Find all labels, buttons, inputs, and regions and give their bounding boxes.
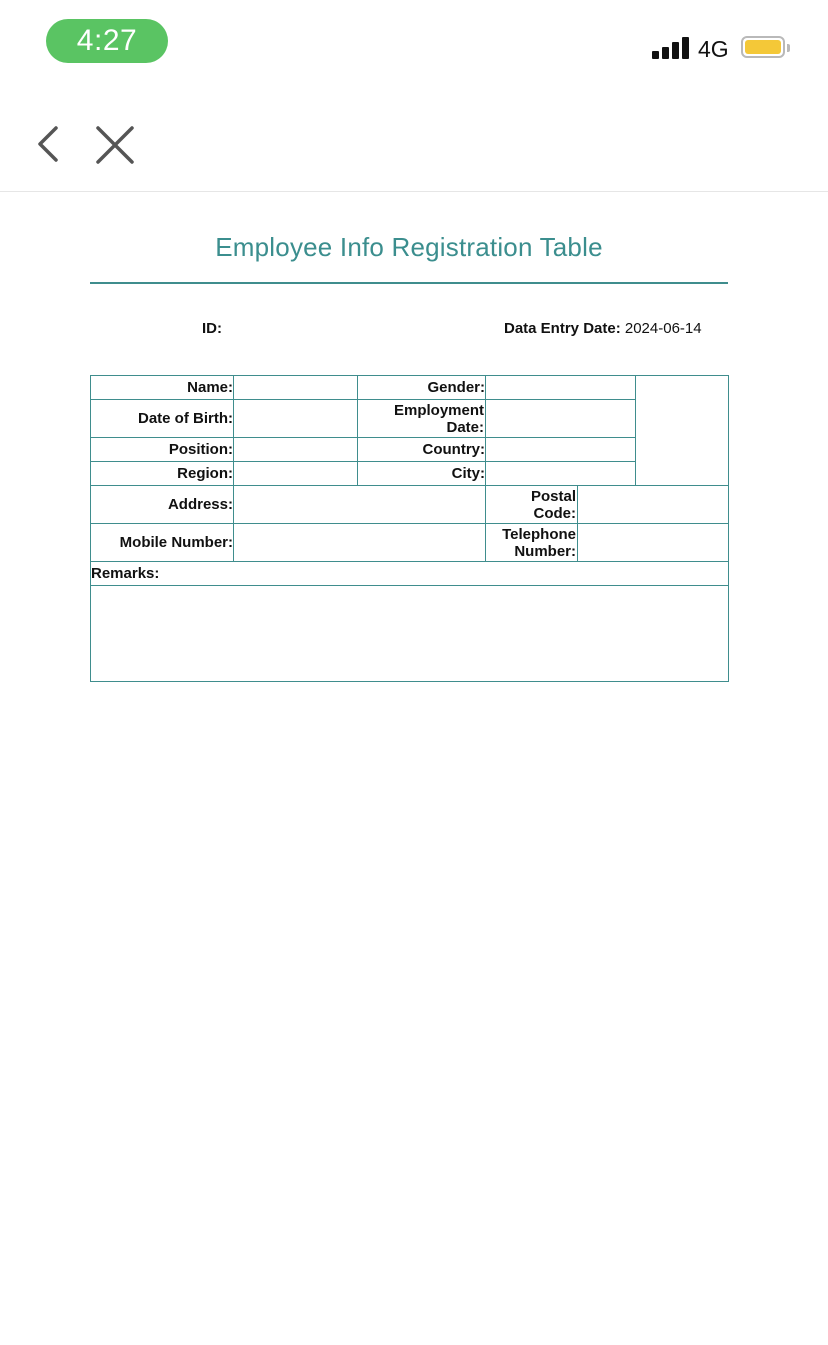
status-time: 4:27 <box>46 19 168 63</box>
name-value-cell[interactable] <box>234 376 358 400</box>
back-chevron-icon <box>28 120 70 168</box>
table-row <box>91 462 729 486</box>
table-row <box>91 438 729 462</box>
position-value-cell[interactable] <box>234 438 358 462</box>
postal-code-label: Postal Code: <box>486 486 578 524</box>
photo-cell[interactable] <box>636 376 729 486</box>
entry-date-label: Data Entry Date: <box>504 320 621 337</box>
city-value-cell[interactable] <box>486 462 636 486</box>
employment-date-value-cell[interactable] <box>486 400 636 438</box>
back-button[interactable] <box>28 120 70 168</box>
date-of-birth-label: Date of Birth: <box>91 400 234 438</box>
network-label: 4G <box>698 36 729 62</box>
employment-date-label: Employment Date: <box>358 400 486 438</box>
title-divider <box>90 282 728 284</box>
table-row <box>91 376 729 400</box>
remarks-value-cell[interactable] <box>91 586 729 682</box>
table-row <box>91 486 729 524</box>
id-label: ID: <box>202 320 222 337</box>
postal-code-value-cell[interactable] <box>578 486 729 524</box>
telephone-number-value-cell[interactable] <box>578 524 729 562</box>
mobile-number-label: Mobile Number: <box>91 524 234 562</box>
close-button[interactable] <box>92 122 138 168</box>
entry-date-value: 2024-06-14 <box>624 320 702 337</box>
close-icon <box>92 122 138 168</box>
region-label: Region: <box>91 462 234 486</box>
table-row <box>91 524 729 562</box>
gender-label: Gender: <box>358 376 486 400</box>
status-bar <box>0 0 828 92</box>
nav-bar <box>0 92 828 192</box>
signal-icon <box>652 37 690 59</box>
document-title: Employee Info Registration Table <box>215 232 603 262</box>
position-label: Position: <box>91 438 234 462</box>
name-label: Name: <box>91 376 234 400</box>
registration-form-table <box>90 375 729 682</box>
city-label: City: <box>358 462 486 486</box>
table-row <box>91 562 729 586</box>
table-row <box>91 586 729 682</box>
telephone-number-label: Telephone Number: <box>486 524 578 562</box>
mobile-number-value-cell[interactable] <box>234 524 486 562</box>
entry-date <box>504 320 702 337</box>
battery-icon <box>741 36 789 60</box>
address-label: Address: <box>91 486 234 524</box>
country-value-cell[interactable] <box>486 438 636 462</box>
gender-value-cell[interactable] <box>486 376 636 400</box>
remarks-label: Remarks: <box>91 562 729 586</box>
address-value-cell[interactable] <box>234 486 486 524</box>
table-row <box>91 400 729 438</box>
region-value-cell[interactable] <box>234 462 358 486</box>
date-of-birth-value-cell[interactable] <box>234 400 358 438</box>
country-label: Country: <box>358 438 486 462</box>
